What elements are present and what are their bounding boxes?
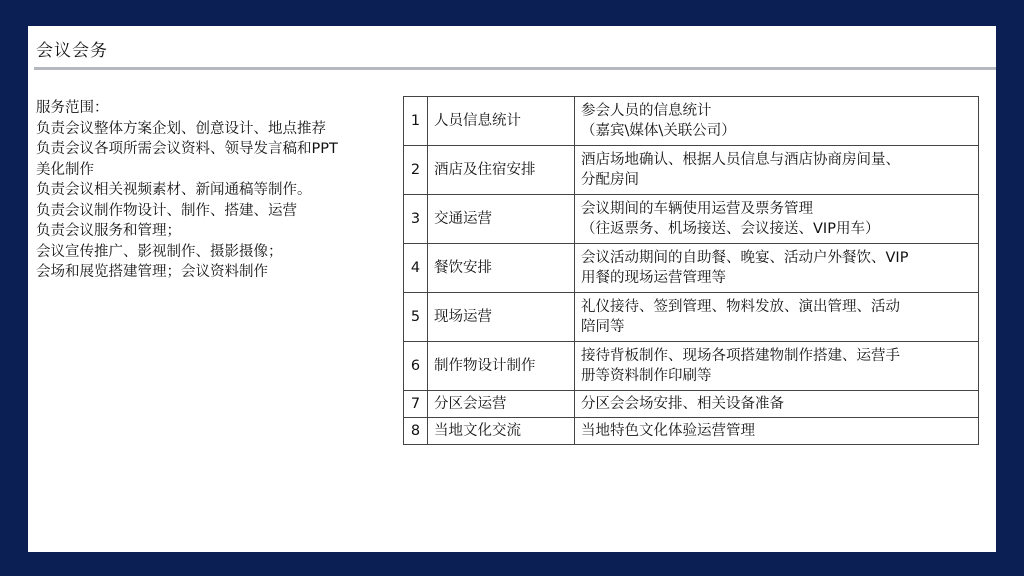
title-divider (34, 67, 996, 70)
scope-line: 美化制作 (36, 161, 94, 178)
desc-line: 册等资料制作印刷等 (581, 368, 712, 384)
row-description (575, 293, 979, 342)
scope-line: 负责会议相关视频素材、新闻通稿等制作。 (36, 182, 312, 198)
row-number: 4 (404, 244, 428, 293)
row-number: 5 (404, 293, 428, 342)
desc-line: 会议活动期间的自助餐、晚宴、活动户外餐饮、VIP (581, 250, 909, 266)
row-description (575, 418, 979, 445)
row-name: 交通运营 (428, 195, 575, 244)
desc-line: 当地特色文化体验运营管理 (581, 423, 755, 439)
row-name: 分区会运营 (428, 391, 575, 418)
row-description (575, 146, 979, 195)
desc-line: （往返票务、机场接送、会议接送、VIP用车） (581, 221, 880, 237)
table-row (404, 342, 979, 391)
scope-line: 负责会议制作物设计、制作、搭建、运营 (36, 202, 297, 219)
page-title: 会议会务 (36, 41, 108, 61)
service-scope (36, 98, 396, 283)
row-description (575, 391, 979, 418)
table-row (404, 195, 979, 244)
table-row (404, 146, 979, 195)
desc-line: 用餐的现场运营管理等 (581, 270, 726, 286)
row-name: 餐饮安排 (428, 244, 575, 293)
scope-line: 负责会议各项所需会议资料、领导发言稿和PPT (36, 141, 338, 157)
desc-line: 接待背板制作、现场各项搭建物制作搭建、运营手 (581, 348, 900, 364)
desc-line: 礼仪接待、签到管理、物料发放、演出管理、活动 (581, 299, 900, 315)
desc-line: 会议期间的车辆使用运营及票务管理 (581, 201, 813, 217)
row-number: 1 (404, 97, 428, 146)
table-row (404, 293, 979, 342)
row-description (575, 342, 979, 391)
row-name: 人员信息统计 (428, 97, 575, 146)
row-number: 7 (404, 391, 428, 418)
desc-line: 分区会会场安排、相关设备准备 (581, 396, 784, 412)
scope-line: 负责会议服务和管理； (36, 223, 181, 239)
row-name: 现场运营 (428, 293, 575, 342)
desc-line: 分配房间 (581, 172, 639, 188)
row-number: 6 (404, 342, 428, 391)
table-row (404, 391, 979, 418)
row-name: 制作物设计制作 (428, 342, 575, 391)
scope-line: 负责会议整体方案企划、创意设计、地点推荐 (36, 120, 326, 137)
slide (28, 26, 996, 552)
row-description (575, 195, 979, 244)
desc-line: 酒店场地确认、根据人员信息与酒店协商房间量、 (581, 152, 900, 168)
row-number: 3 (404, 195, 428, 244)
row-name: 酒店及住宿安排 (428, 146, 575, 195)
scope-line: 服务范围： (36, 100, 109, 116)
scope-line: 会场和展览搭建管理；会议资料制作 (36, 264, 268, 280)
service-table (403, 96, 979, 445)
desc-line: 陪同等 (581, 319, 625, 335)
row-name: 当地文化交流 (428, 418, 575, 445)
row-number: 2 (404, 146, 428, 195)
scope-line: 会议宣传推广、影视制作、摄影摄像； (36, 243, 283, 260)
row-description (575, 97, 979, 146)
row-description (575, 244, 979, 293)
table-row (404, 97, 979, 146)
desc-line: （嘉宾\媒体\关联公司） (581, 123, 736, 139)
table-row (404, 244, 979, 293)
row-number: 8 (404, 418, 428, 445)
desc-line: 参会人员的信息统计 (581, 103, 712, 119)
table-row (404, 418, 979, 445)
